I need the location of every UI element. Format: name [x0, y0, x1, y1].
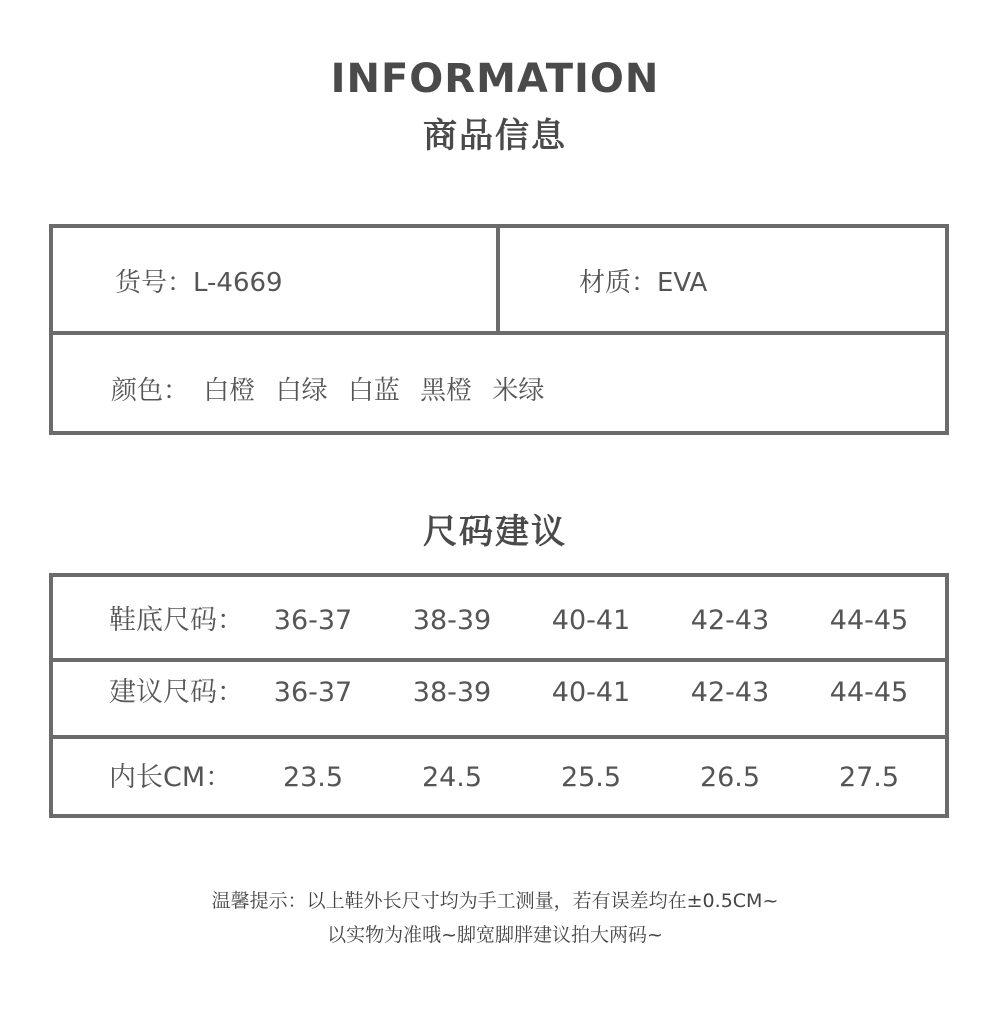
color-option: 白蓝 — [347, 376, 400, 406]
size-divider — [53, 735, 945, 739]
size-cell: 40-41 — [551, 677, 631, 708]
size-cell: 36-37 — [273, 605, 353, 636]
row-label: 鞋底尺码： — [109, 605, 244, 636]
title-english: INFORMATION — [330, 56, 660, 102]
size-table — [49, 573, 949, 818]
size-cell: 44-45 — [829, 677, 909, 708]
item-number: 货号：L-4669 — [115, 268, 283, 298]
row-label: 建议尺码： — [109, 677, 244, 708]
title-chinese: 商品信息 — [423, 116, 567, 156]
size-cell: 24.5 — [421, 762, 483, 793]
size-cell: 23.5 — [282, 762, 344, 793]
size-row-inner-length — [53, 758, 945, 798]
size-row-suggested — [53, 673, 945, 713]
size-cell: 27.5 — [838, 762, 900, 793]
size-cell: 26.5 — [699, 762, 761, 793]
size-cell: 44-45 — [829, 605, 909, 636]
material: 材质：EVA — [579, 268, 708, 298]
row-label: 内长CM： — [109, 762, 233, 793]
size-row-sole — [53, 601, 945, 641]
size-cell: 42-43 — [690, 677, 770, 708]
product-info-table — [49, 224, 949, 435]
info-divider-horizontal — [53, 331, 945, 335]
size-cell: 38-39 — [412, 677, 492, 708]
note-line-2: 以实物为准哦~脚宽脚胖建议拍大两码~ — [327, 924, 663, 946]
size-cell: 40-41 — [551, 605, 631, 636]
info-divider-vertical — [496, 228, 500, 331]
color-option: 白橙 — [203, 376, 256, 406]
color-row — [111, 370, 544, 407]
size-cell: 36-37 — [273, 677, 353, 708]
color-option: 白绿 — [275, 376, 328, 406]
color-option: 米绿 — [492, 376, 545, 406]
size-section-title: 尺码建议 — [423, 512, 567, 552]
size-divider — [53, 658, 945, 662]
size-cell: 25.5 — [560, 762, 622, 793]
note-line-1: 温馨提示：以上鞋外长尺寸均为手工测量，若有误差均在±0.5CM~ — [211, 890, 779, 912]
size-cell: 38-39 — [412, 605, 492, 636]
color-label: 颜色： — [111, 376, 190, 406]
color-option: 黑橙 — [420, 376, 473, 406]
size-cell: 42-43 — [690, 605, 770, 636]
